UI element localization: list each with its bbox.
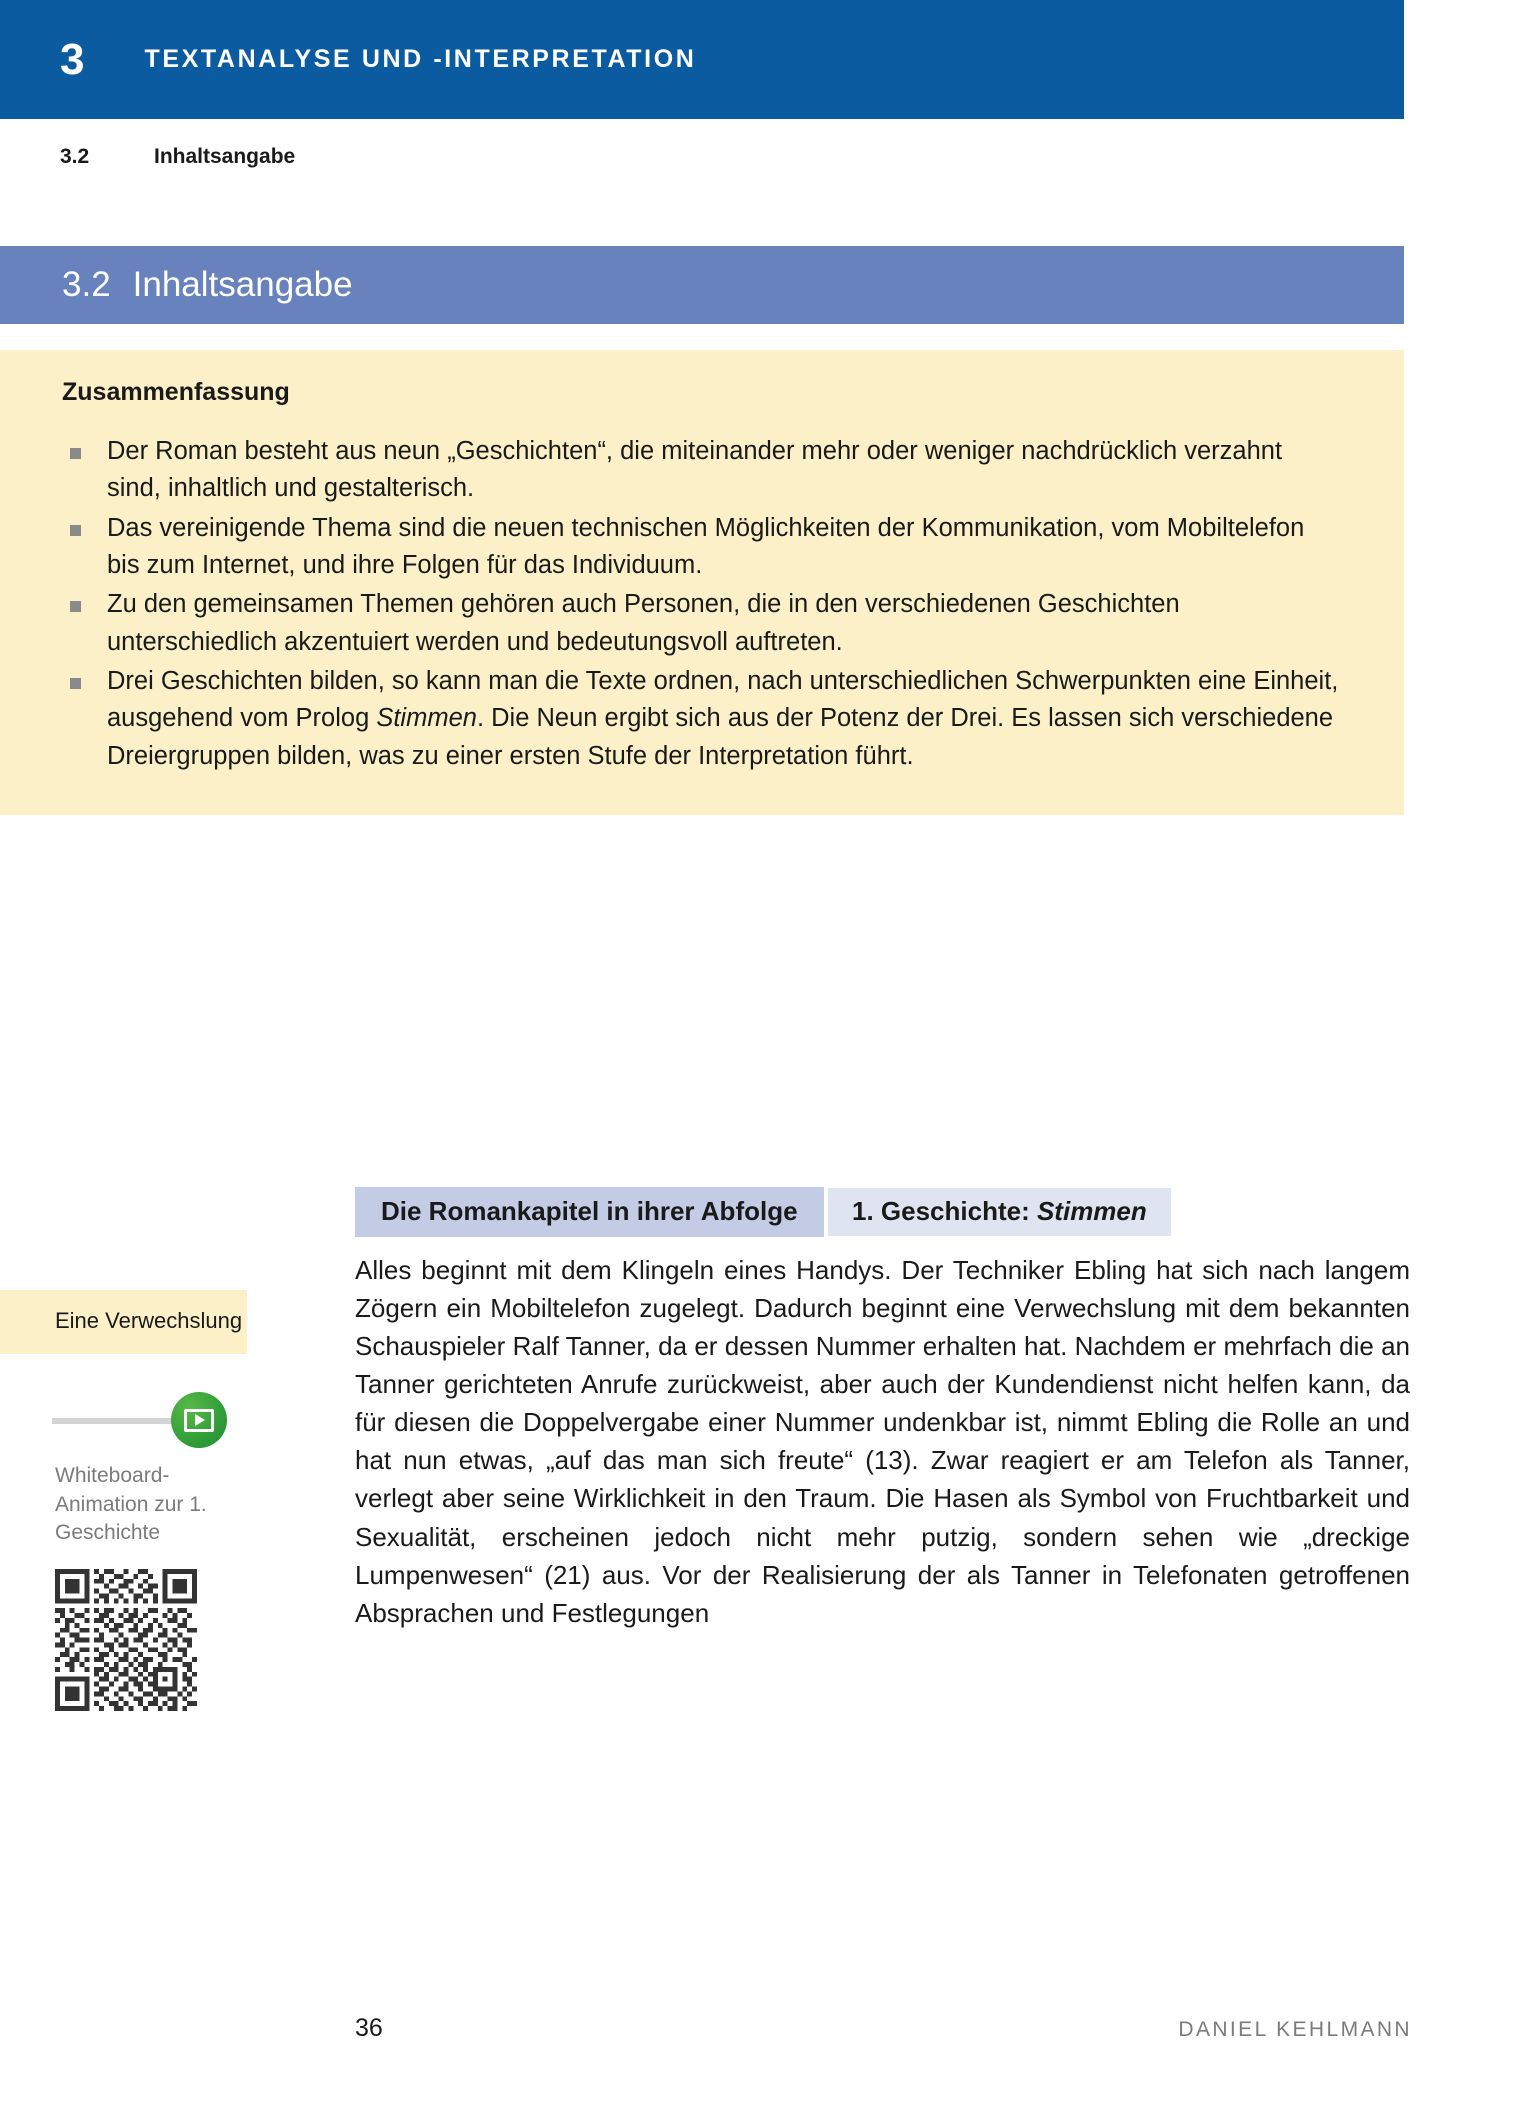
summary-bullet-item [62,663,1342,775]
page-footer [0,2014,1537,2054]
qr-code[interactable] [55,1569,197,1711]
margin-column [0,1290,247,1711]
play-triangle-shape [195,1414,205,1426]
story-subheading-title: Stimmen [1036,1196,1147,1226]
media-link-row[interactable] [0,1392,247,1448]
video-play-icon[interactable] [171,1392,227,1448]
romankapitel-band-heading: Die Romankapitel in ihrer Abfolge [355,1187,824,1237]
running-head-number: 3.2 [60,145,90,168]
running-head-title: Inhaltsangabe [154,145,296,168]
square-bullet-icon [70,678,81,689]
chapter-number: 3 [60,34,85,84]
margin-keyword-note: Eine Verwechslung [0,1290,247,1354]
chapter-title: TEXTANALYSE UND -INTERPRETATION [144,45,697,73]
qr-code-wrapper[interactable] [0,1569,247,1711]
main-text-column [355,1168,1410,1632]
summary-bullet-italic-title: Stimmen [376,704,477,733]
summary-box [0,350,1404,815]
section-banner [0,246,1404,324]
story-subheading-prefix: 1. Geschichte: [852,1196,1037,1226]
summary-bullet-text: Das vereinigende Thema sind die neuen technischen Möglichkeiten der Kommunikation, vom Mobiltelefon bis zum Internet, und ihre Folgen für das Individuum. [107,513,1305,580]
page-number: 36 [355,2014,383,2042]
section-title: Inhaltsangabe [132,265,353,304]
summary-bullet-text: Drei Geschichten bilden, so kann man die Texte ordnen, nach unterschiedlichen Schwerpunkten eine Einheit, ausgehend vom Prolog Stimmen. Die Neun ergibt sich aus der Potenz der Drei. Es lassen sich verschiedene Dreiergruppen bilden, was zu einer ersten Stufe der Interpretation führt. [107,667,1339,770]
square-bullet-icon [70,525,81,536]
running-head [60,145,295,169]
footer-author: DANIEL KEHLMANN [1178,2018,1412,2041]
story-body-text: Alles beginnt mit dem Klingeln eines Handys. Der Techniker Ebling hat sich nach langem Zögern ein Mobiltelefon zugelegt. Dadurch beginnt eine Verwechslung mit dem bekannten Schauspieler Ralf Tanner, da er dessen Nummer erhalten hat. Nachdem er mehrfach die an Tanner gerichteten Anrufe zurückweist, aber auch der Kundendienst nicht helfen kann, da für diesen die Doppelvergabe einer Nummer undenkbar ist, nimmt Ebling die Rolle an und hat nun etwas, „auf das man sich freute“ (13). Zwar reagiert er am Telefon als Tanner, verlegt aber seine Wirklichkeit in den Traum. Die Hasen als Symbol von Fruchtbarkeit und Sexualität, erscheinen jedoch nicht mehr putzig, sondern sehen wie „dreckige Lumpenwesen“ (21) aus. Vor der Realisierung der als Tanner in Telefonaten getroffenen Absprachen und Festlegungen [355,1255,1410,1628]
summary-bullet-item [62,586,1342,661]
media-caption: Whiteboard-Animation zur 1. Geschichte [55,1464,207,1545]
summary-bullet-item [62,433,1342,508]
square-bullet-icon [70,601,81,612]
video-screen-shape [184,1409,214,1432]
summary-bullet-list [62,433,1342,775]
square-bullet-icon [70,448,81,459]
chapter-header-bar [0,0,1404,119]
summary-bullet-text: Zu den gemeinsamen Themen gehören auch Personen, die in den verschiedenen Geschichten unterschiedlich akzentuiert werden und bedeutungsvoll auftreten. [107,590,1180,656]
summary-bullet-text: Der Roman besteht aus neun „Geschichten“, die miteinander mehr oder weniger nachdrücklich verzahnt sind, inhaltlich und gestalterisch. [107,437,1283,503]
summary-heading: Zusammenfassung [62,378,290,406]
section-number: 3.2 [62,265,111,304]
story-band-subheading [828,1188,1171,1236]
summary-bullet-item [62,510,1342,585]
